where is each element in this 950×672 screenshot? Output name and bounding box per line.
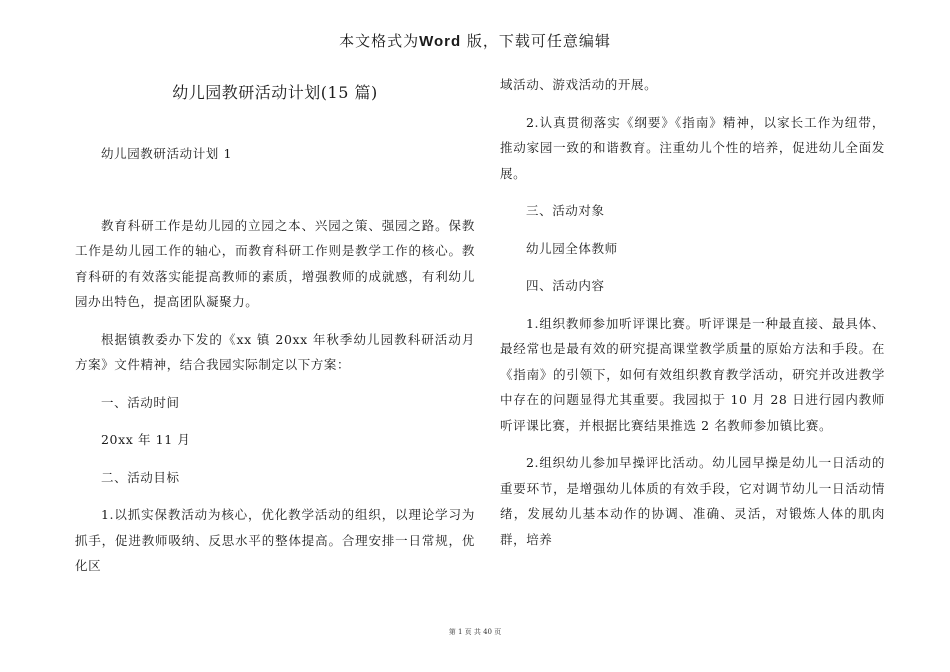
paragraph: 教育科研工作是幼儿园的立园之本、兴园之策、强园之路。保教工作是幼儿园工作的轴心，而教育科研工作则是教学工作的核心。教育科研的有效落实能提高教师的素质，增强教师的成就感，有利幼儿园办出特色，提高团队凝聚力。	[75, 217, 475, 309]
paragraph: 根据镇教委办下发的《xx 镇 20xx 年秋季幼儿园教科研活动月方案》文件精神，结合我园实际制定以下方案：	[75, 331, 475, 372]
paragraph: 幼儿园全体教师	[526, 240, 618, 256]
paragraph: 域活动、游戏活动的开展。	[500, 77, 658, 92]
document-title: 幼儿园教研活动计划(15 篇)	[172, 83, 378, 102]
right-column	[500, 72, 885, 552]
paragraph: 四、活动内容	[526, 278, 605, 293]
header-word: Word	[419, 33, 462, 50]
paragraph: 2.认真贯彻落实《纲要》《指南》精神，以家长工作为纽带，推动家园一致的和谐教育。注重幼儿个性的培养，促进幼儿全面发展。	[500, 114, 885, 181]
section-heading: 幼儿园教研活动计划 1	[101, 146, 233, 161]
header-text-pre: 本文格式为	[339, 32, 420, 50]
paragraph: 二、活动目标	[101, 469, 180, 485]
paragraph: 1.以抓实保教活动为核心，优化教学活动的组织，以理论学习为抓手，促进教师吸纳、反思水平的整体提高。合理安排一日常规，优化区	[75, 507, 475, 573]
paragraph: 20xx 年 11 月	[101, 432, 191, 447]
page-footer: 第 1 页 共 40 页	[448, 628, 502, 636]
paragraph: 2.组织幼儿参加早操评比活动。幼儿园早操是幼儿一日活动的重要环节，是增强幼儿体质的有效手段，它对调节幼儿一日活动情绪，发展幼儿基本动作的协调、准确、灵活，对锻炼人体的肌肉群，培养	[500, 455, 885, 547]
left-column	[75, 78, 475, 579]
paragraph: 三、活动对象	[526, 203, 605, 218]
header-text-post: 版，下载可任意编辑	[461, 32, 611, 50]
document-header	[0, 30, 950, 51]
paragraph: 一、活动时间	[101, 394, 180, 410]
paragraph: 1.组织教师参加听评课比赛。听评课是一种最直接、最具体、最经常也是最有效的研究提高课堂教学质量的原始方法和手段。在《指南》的引领下，如何有效组织教育教学活动，研究并改进教学中存在的问题显得尤其重要。我园拟于 10 月 28 日进行园内教师听评课比赛，并根据比赛结果推选 2 名教师参加镇比赛。	[500, 315, 885, 433]
